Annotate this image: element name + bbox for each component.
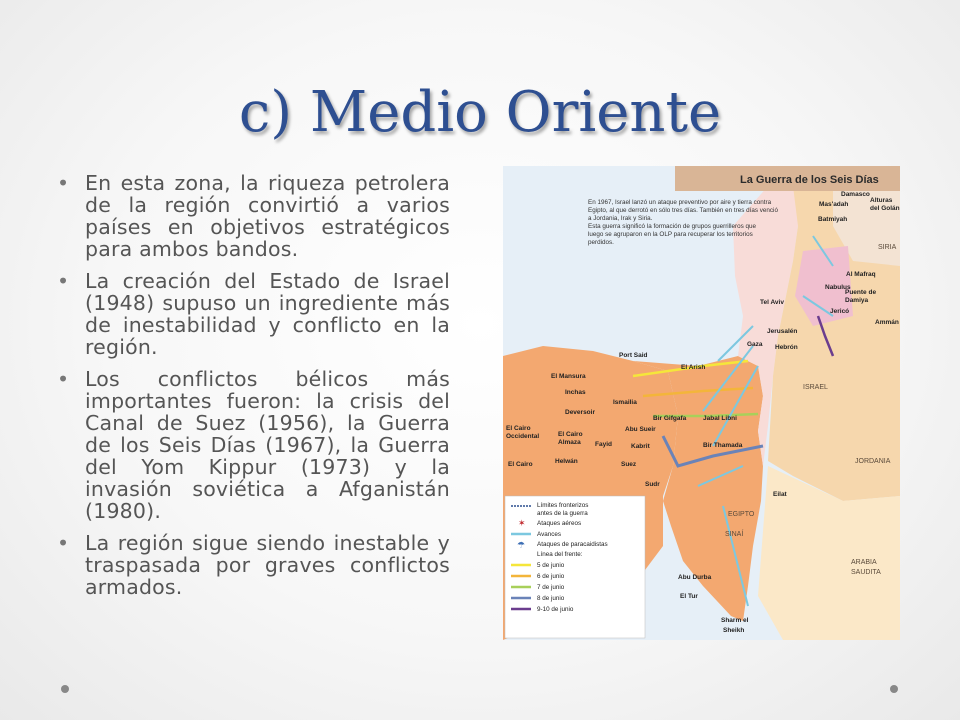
svg-text:Jabal Libni: Jabal Libni xyxy=(703,415,737,422)
svg-text:EGIPTO: EGIPTO xyxy=(728,511,755,518)
svg-text:Sheikh: Sheikh xyxy=(723,627,745,634)
svg-text:Alturas: Alturas xyxy=(870,197,893,204)
svg-text:Al Mafraq: Al Mafraq xyxy=(846,271,876,278)
svg-text:Mas'adah: Mas'adah xyxy=(819,201,849,208)
legend-box xyxy=(505,496,645,638)
svg-text:SAUDITA: SAUDITA xyxy=(851,569,881,576)
bullet-item: • La región sigue siendo inestable y traspasada por graves conflictos armados. xyxy=(55,532,450,598)
svg-text:Nabulus: Nabulus xyxy=(825,284,851,291)
svg-text:Eilat: Eilat xyxy=(773,491,787,498)
svg-text:El Arish: El Arish xyxy=(681,364,706,371)
svg-text:Occidental: Occidental xyxy=(506,433,540,440)
svg-text:Ataques aéreos: Ataques aéreos xyxy=(537,520,582,527)
svg-text:Sudr: Sudr xyxy=(645,481,660,488)
svg-text:a Jordania, Irak y Siria.: a Jordania, Irak y Siria. xyxy=(588,215,653,222)
svg-text:JORDANIA: JORDANIA xyxy=(855,458,891,465)
corner-dot xyxy=(890,685,898,693)
svg-text:Egipto, al que derrotó en sólo: Egipto, al que derrotó en sólo tres días. También en tres días venció xyxy=(588,207,778,214)
svg-text:El Cairo: El Cairo xyxy=(506,425,531,432)
svg-text:✶: ✶ xyxy=(518,518,526,528)
bullet-item: • La creación del Estado de Israel (1948) supuso un ingrediente más de inestabilidad y conflicto en la región. xyxy=(55,270,450,358)
svg-text:SIRIA: SIRIA xyxy=(878,244,897,251)
bullet-item: • En esta zona, la riqueza petrolera de la región convirtió a varios países en objetivos estratégicos para ambos bandos. xyxy=(55,172,450,260)
svg-text:ARABIA: ARABIA xyxy=(851,559,877,566)
svg-text:ISRAEL: ISRAEL xyxy=(803,384,828,391)
svg-text:El Cairo: El Cairo xyxy=(558,431,583,438)
svg-text:6 de junio: 6 de junio xyxy=(537,573,565,580)
svg-text:perdidos.: perdidos. xyxy=(588,239,614,246)
svg-text:Helwán: Helwán xyxy=(555,458,578,465)
svg-text:Sharm el: Sharm el xyxy=(721,617,749,624)
svg-text:Abu Durba: Abu Durba xyxy=(678,574,712,581)
svg-text:Jericó: Jericó xyxy=(830,308,850,315)
svg-text:El Tur: El Tur xyxy=(680,593,698,600)
svg-text:Ammán: Ammán xyxy=(875,319,899,326)
svg-text:Inchas: Inchas xyxy=(565,389,586,396)
svg-text:Gaza: Gaza xyxy=(747,341,763,348)
svg-text:Bir Thamada: Bir Thamada xyxy=(703,442,743,449)
svg-text:Fayid: Fayid xyxy=(595,441,612,448)
svg-text:Batmiyah: Batmiyah xyxy=(818,216,848,223)
svg-text:Bir Gifgafa: Bir Gifgafa xyxy=(653,415,687,422)
svg-text:Damasco: Damasco xyxy=(841,191,870,198)
svg-text:☂: ☂ xyxy=(517,540,526,550)
svg-text:5 de junio: 5 de junio xyxy=(537,562,565,569)
svg-text:Almaza: Almaza xyxy=(558,439,581,446)
svg-text:Ismailia: Ismailia xyxy=(613,399,637,406)
slide-title: c) Medio Oriente xyxy=(238,80,722,145)
svg-text:SINAÍ: SINAÍ xyxy=(725,531,744,538)
svg-text:Tel Aviv: Tel Aviv xyxy=(760,299,784,306)
six-day-war-map xyxy=(503,166,900,640)
svg-text:7 de junio: 7 de junio xyxy=(537,584,565,591)
svg-text:Deversoir: Deversoir xyxy=(565,409,595,416)
svg-text:Esta guerra significó la forma: Esta guerra significó la formación de grupos guerrilleros que xyxy=(588,223,757,230)
svg-text:Suez: Suez xyxy=(621,461,637,468)
svg-text:Jerusalén: Jerusalén xyxy=(767,328,798,335)
bullet-list xyxy=(55,172,450,608)
svg-text:Puente de: Puente de xyxy=(845,289,877,296)
corner-dot xyxy=(61,685,69,693)
svg-text:9-10 de junio: 9-10 de junio xyxy=(537,606,574,613)
bullet-item: • Los conflictos bélicos más importantes fueron: la crisis del Canal de Suez (1956), la Guerra de los Seis Días (1967), la Guerra del Yom Kippur (1973) y la invasión soviética a Afganistán (1980). xyxy=(55,368,450,522)
svg-text:En 1967, Israel lanzó un ataqu: En 1967, Israel lanzó un ataque preventivo por aire y tierra contra xyxy=(588,199,772,206)
svg-text:Línea del frente:: Línea del frente: xyxy=(537,551,583,558)
svg-text:Port Said: Port Said xyxy=(619,352,648,359)
svg-text:luego se agruparon en la OLP p: luego se agruparon en la OLP para recuperar los territorios xyxy=(588,231,753,238)
svg-text:8 de junio: 8 de junio xyxy=(537,595,565,602)
svg-text:Damiya: Damiya xyxy=(845,297,869,304)
svg-text:El Cairo: El Cairo xyxy=(508,461,533,468)
svg-text:Ataques de paracaidistas: Ataques de paracaidistas xyxy=(537,541,608,548)
svg-text:del Golán: del Golán xyxy=(870,205,900,212)
legend xyxy=(505,496,645,638)
map-title: La Guerra de los Seis Días xyxy=(740,174,879,186)
svg-text:Límites fronterizos: Límites fronterizos xyxy=(537,502,589,509)
svg-text:Hebrón: Hebrón xyxy=(775,344,798,351)
svg-text:Abu Sueir: Abu Sueir xyxy=(625,426,656,433)
svg-text:antes de la guerra: antes de la guerra xyxy=(537,510,588,517)
svg-text:Avances: Avances xyxy=(537,531,562,538)
svg-text:Kabrit: Kabrit xyxy=(631,443,650,450)
svg-text:El Mansura: El Mansura xyxy=(551,373,586,380)
